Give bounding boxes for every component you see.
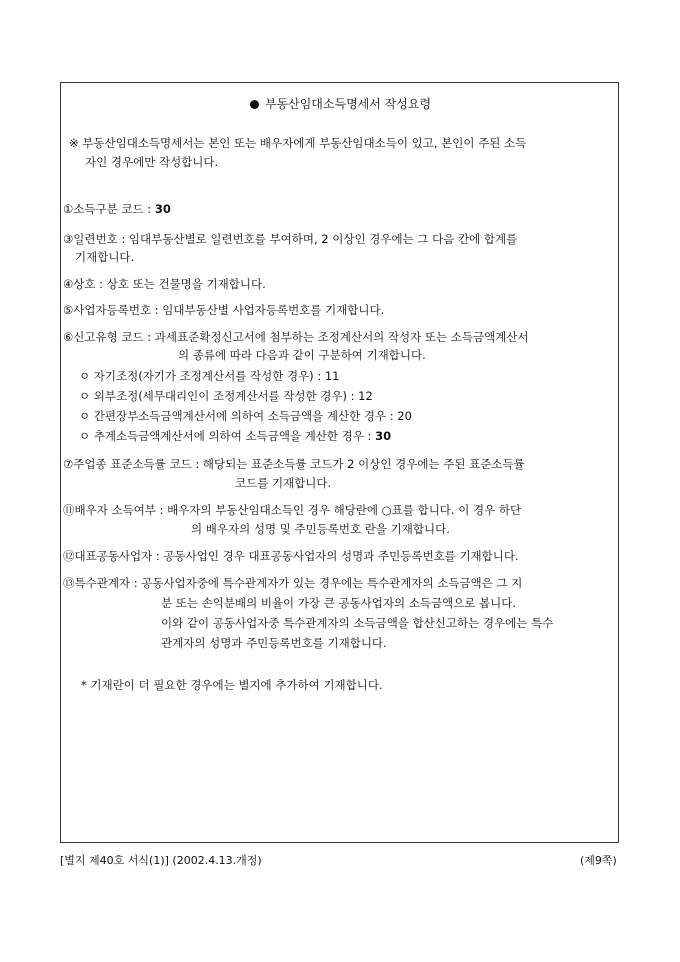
item-7-line-2: 코드를 기재합니다. bbox=[235, 476, 332, 490]
page-number: (제9쪽) bbox=[580, 854, 617, 867]
item-6-sub-4-value: 30 bbox=[375, 429, 392, 443]
item-6-sub-4 bbox=[79, 429, 391, 444]
item-6-sub-1: ㅇ 자기조정(자기가 조정계산서를 작성한 경우) : 11 bbox=[79, 369, 340, 383]
item-3-line-1: ③일련번호 : 임대부동산별로 일련번호를 부여하며, 2 이상인 경우에는 그 다음 칸에 합계를 bbox=[63, 232, 518, 246]
item-1 bbox=[63, 202, 171, 217]
item-13-line-2: 분 또는 손익분배의 비율이 가장 큰 공동사업자의 소득금액으로 봅니다. bbox=[161, 596, 517, 610]
form-number: [별지 제40호 서식(1)] (2002.4.13.개정) bbox=[60, 854, 262, 867]
item-1-value: 30 bbox=[154, 202, 171, 216]
note-line-1: ※ 부동산임대소득명세서는 본인 또는 배우자에게 부동산임대소득이 있고, 본인이 주된 소득 bbox=[69, 136, 527, 150]
item-13-line-3: 이와 같이 공동사업자중 특수관계자의 소득금액을 합산신고하는 경우에는 특수 bbox=[161, 616, 554, 630]
item-6-sub-2: ㅇ 외부조정(세무대리인이 조정계산서를 작성한 경우) : 12 bbox=[79, 389, 373, 403]
item-13-line-1: ⑬특수관계자 : 공동사업자중에 특수관계자가 있는 경우에는 특수관계자의 소득금액은 그 지 bbox=[63, 576, 523, 590]
item-13-line-4: 관계자의 성명과 주민등록번호를 기재합니다. bbox=[161, 636, 387, 650]
item-3-line-2: 기재합니다. bbox=[75, 250, 135, 264]
section-title: 부동산임대소득명세서 작성요령 bbox=[61, 97, 620, 112]
note-line-2: 자인 경우에만 작성합니다. bbox=[85, 155, 219, 169]
item-7-line-1: ⑦주업종 표준소득률 코드 : 해당되는 표준소득률 코드가 2 이상인 경우에는 주된 표준소득률 bbox=[63, 457, 525, 471]
item-6-sub-4-text: ㅇ 추계소득금액계산서에 의하여 소득금액을 계산한 경우 : bbox=[79, 429, 376, 443]
footnote: * 기재란이 더 필요한 경우에는 별지에 추가하여 기재합니다. bbox=[81, 678, 383, 692]
item-4: ④상호 : 상호 또는 건물명을 기재합니다. bbox=[63, 277, 266, 291]
item-1-label: ①소득구분 코드 : bbox=[63, 202, 155, 216]
item-11-line-2: 의 배우자의 성명 및 주민등록번호 란을 기재합니다. bbox=[191, 522, 450, 536]
item-6-line-2: 의 종류에 따라 다음과 같이 구분하여 기재합니다. bbox=[178, 348, 426, 362]
item-11-line-1: ⑪배우자 소득여부 : 배우자의 부동산임대소득인 경우 해당란에 ○표를 합니다. 이 경우 하단 bbox=[63, 503, 522, 517]
item-5: ⑤사업자등록번호 : 임대부동산별 사업자등록번호를 기재합니다. bbox=[63, 303, 385, 317]
item-6-line-1: ⑥신고유형 코드 : 과세표준확정신고서에 첨부하는 조정계산서의 작성자 또는 소득금액계산서 bbox=[63, 330, 529, 344]
instructions-box bbox=[60, 82, 619, 843]
bullet-dot-icon bbox=[250, 100, 259, 109]
item-6-sub-3: ㅇ 간편장부소득금액계산서에 의하여 소득금액을 계산한 경우 : 20 bbox=[79, 409, 412, 423]
item-12: ⑫대표공동사업자 : 공동사업인 경우 대표공동사업자의 성명과 주민등록번호를 기재합니다. bbox=[63, 549, 519, 563]
